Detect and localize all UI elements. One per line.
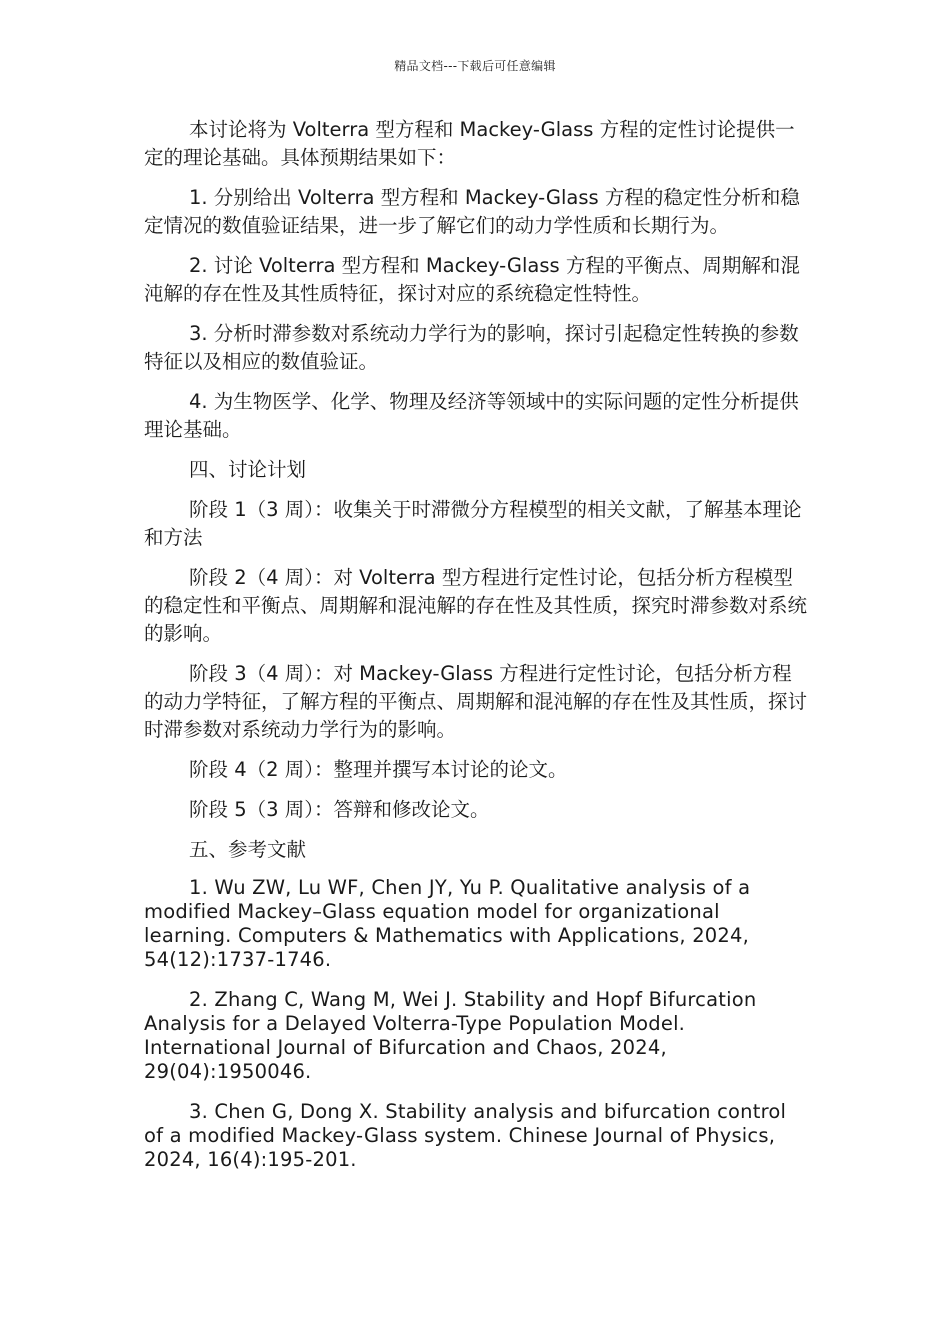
expected-result-4: 4. 为生物医学、化学、物理及经济等领域中的实际问题的定性分析提供理论基础。 (144, 390, 799, 441)
page-header: 精品文档---下载后可任意编辑 (394, 59, 556, 73)
reference-3: 3. Chen G, Dong X. Stability analysis and bifurcation control of a modified Mackey-Glass system. Chinese Journal of Physics, 2024, 16(4):195-201. (144, 1100, 787, 1171)
stage-4: 阶段 4（2 周）：整理并撰写本讨论的论文。 (189, 758, 568, 781)
section-heading-references: 五、参考文献 (189, 838, 307, 861)
reference-1: 1. Wu ZW, Lu WF, Chen JY, Yu P. Qualitative analysis of a modified Mackey–Glass equation model for organizational learning. Computers & Mathematics with Applications, 2024, 54(12):1737-1746. (144, 876, 751, 971)
stage-1: 阶段 1（3 周）：收集关于时滞微分方程模型的相关文献，了解基本理论和方法 (144, 498, 802, 549)
reference-2: 2. Zhang C, Wang M, Wei J. Stability and Hopf Bifurcation Analysis for a Delayed Volterra-Type Population Model. International Journal of Bifurcation and Chaos, 2024, 29(04):1950046. (144, 988, 757, 1083)
stage-3: 阶段 3（4 周）：对 Mackey-Glass 方程进行定性讨论，包括分析方程的动力学特征，了解方程的平衡点、周期解和混沌解的存在性及其性质，探讨时滞参数对系统动力学行为的影响。 (144, 662, 808, 741)
document-body (144, 116, 808, 1188)
stage-2: 阶段 2（4 周）：对 Volterra 型方程进行定性讨论，包括分析方程模型的稳定性和平衡点、周期解和混沌解的存在性及其性质，探究时滞参数对系统的影响。 (144, 566, 808, 645)
section-heading-plan: 四、讨论计划 (189, 458, 307, 481)
expected-result-3: 3. 分析时滞参数对系统动力学行为的影响，探讨引起稳定性转换的参数特征以及相应的数值验证。 (144, 322, 799, 373)
expected-result-1: 1. 分别给出 Volterra 型方程和 Mackey-Glass 方程的稳定性分析和稳定情况的数值验证结果，进一步了解它们的动力学性质和长期行为。 (144, 186, 800, 237)
stage-5: 阶段 5（3 周）：答辩和修改论文。 (189, 798, 490, 821)
expected-result-2: 2. 讨论 Volterra 型方程和 Mackey-Glass 方程的平衡点、周期解和混沌解的存在性及其性质特征，探讨对应的系统稳定性特性。 (144, 254, 800, 305)
intro-paragraph: 本讨论将为 Volterra 型方程和 Mackey-Glass 方程的定性讨论提供一定的理论基础。具体预期结果如下： (144, 118, 795, 169)
